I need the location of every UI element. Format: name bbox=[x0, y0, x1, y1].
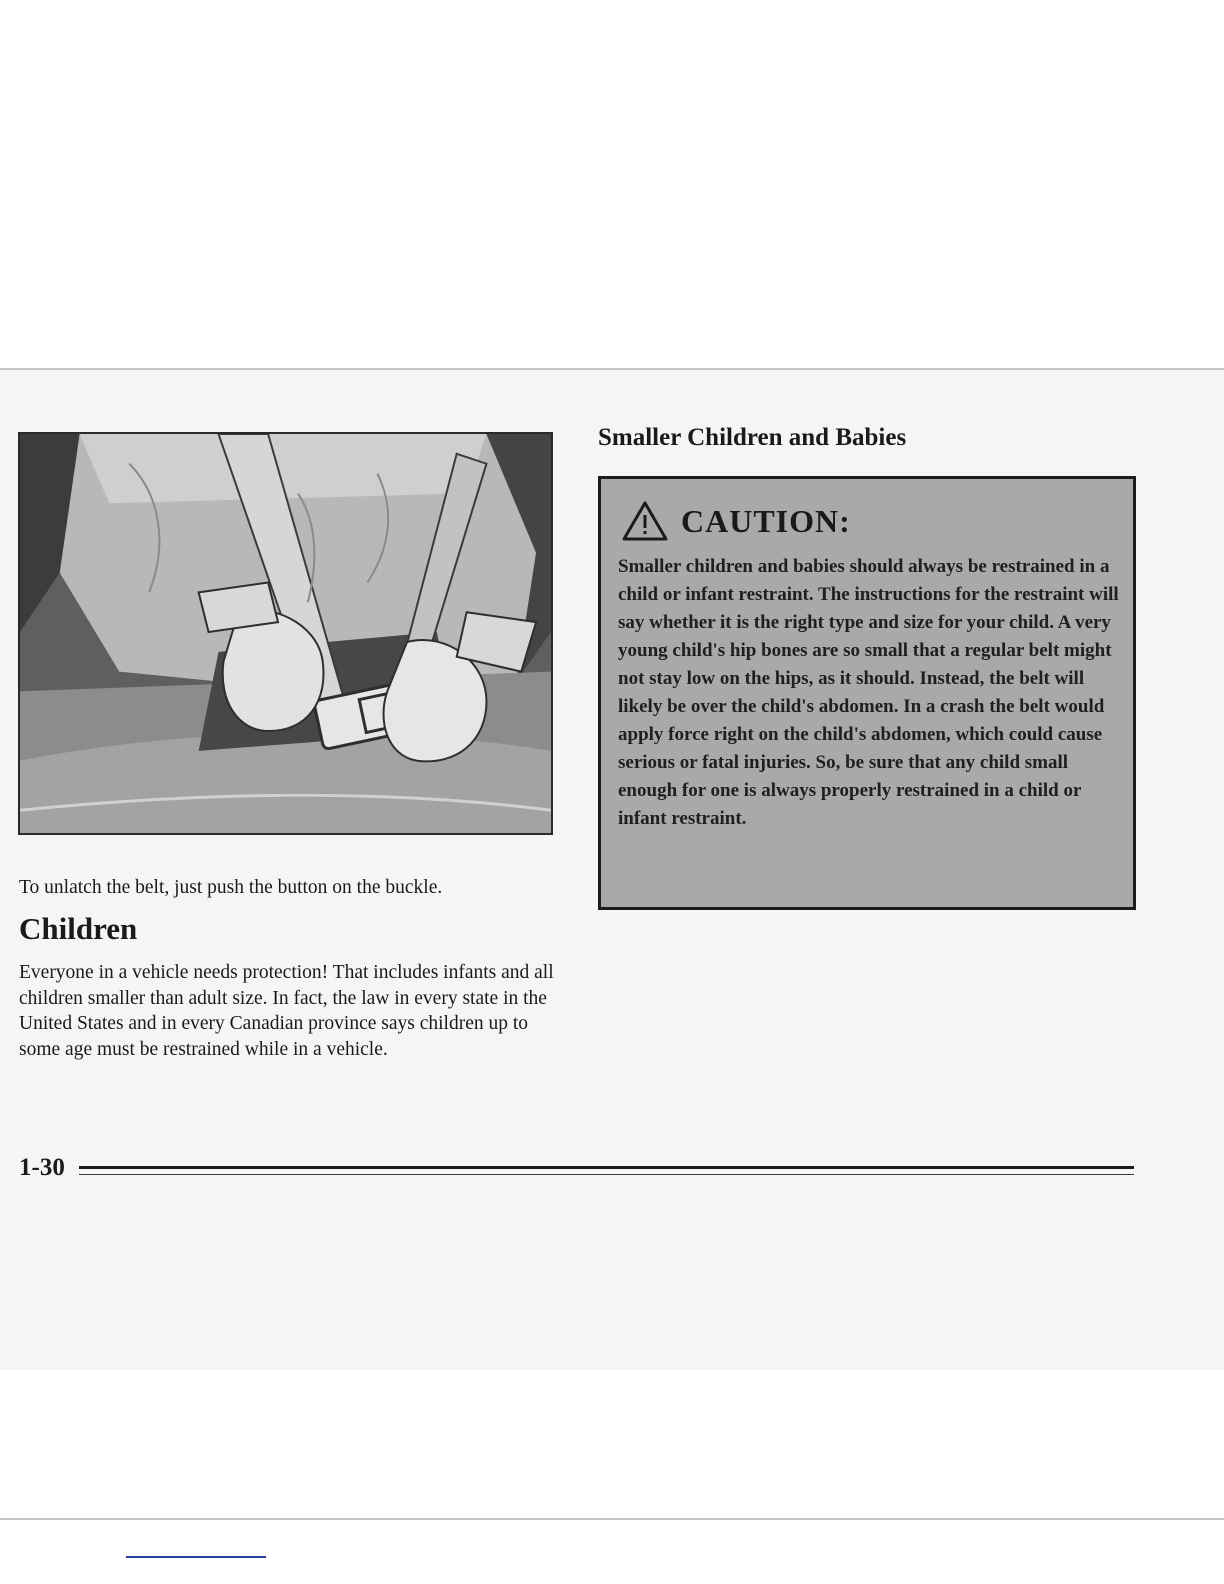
page-number: 1-30 bbox=[19, 1154, 65, 1181]
scan-mark bbox=[126, 1556, 266, 1558]
figure-caption: To unlatch the belt, just push the button on the buckle. bbox=[19, 877, 443, 898]
children-heading: Children bbox=[19, 911, 138, 946]
caution-text: Smaller children and babies should always be restrained in a child or infant restraint. The instructions for the restraint will say whether it is the right type and size for your child. A very young child's hip bones are so small that a regular belt might not stay low on the hips, as it should. Instead, the belt will likely be over the child's abdomen. In a crash the belt would apply force right on the child's abdomen, which could cause serious or fatal injuries. So, be sure that any child small enough for one is always properly restrained in a child or infant restraint. bbox=[618, 556, 1119, 829]
footer-rule-thin bbox=[79, 1174, 1134, 1175]
caution-title: CAUTION: bbox=[681, 502, 851, 539]
footer-rule bbox=[79, 1166, 1134, 1169]
smaller-children-heading: Smaller Children and Babies bbox=[598, 424, 907, 451]
seat-belt-buckle-illustration bbox=[18, 432, 553, 835]
caution-header bbox=[621, 497, 851, 545]
children-paragraph: Everyone in a vehicle needs protection! That includes infants and all children smaller than adult size. In fact, the law in every state in the United States and in every Canadian province says children up to some age must be restrained while in a vehicle. bbox=[19, 962, 554, 1060]
scan-edge-line bbox=[0, 1518, 1224, 1520]
manual-page bbox=[0, 368, 1224, 1370]
caution-box bbox=[598, 476, 1136, 910]
seat-belt-drawing bbox=[20, 434, 551, 833]
page-footer bbox=[19, 1150, 1134, 1186]
warning-triangle-icon bbox=[621, 500, 669, 542]
